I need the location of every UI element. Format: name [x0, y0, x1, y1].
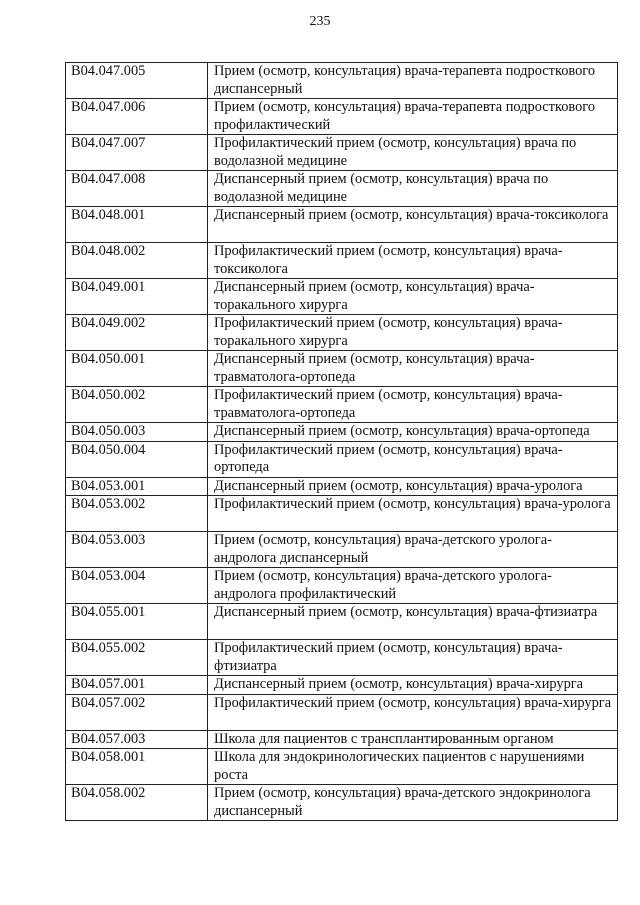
service-name: Профилактический прием (осмотр, консультация) врача-хирурга [208, 694, 618, 730]
page-number: 235 [309, 14, 331, 29]
service-name: Профилактический прием (осмотр, консультация) врача-травматолога-ортопеда [208, 387, 618, 423]
service-name: Диспансерный прием (осмотр, консультация) врача-фтизиатра [208, 604, 618, 640]
table-row [66, 640, 618, 676]
service-name: Прием (осмотр, консультация) врача-терапевта подросткового профилактический [208, 99, 618, 135]
table-row [66, 477, 618, 496]
table-row [66, 135, 618, 171]
service-name: Школа для эндокринологических пациентов с нарушениями роста [208, 749, 618, 785]
table-row [66, 423, 618, 442]
service-name: Диспансерный прием (осмотр, консультация) врача-травматолога-ортопеда [208, 351, 618, 387]
service-code: B04.053.001 [66, 477, 208, 496]
service-code: B04.058.002 [66, 785, 208, 821]
service-name: Профилактический прием (осмотр, консультация) врача-торакального хирурга [208, 315, 618, 351]
service-name: Диспансерный прием (осмотр, консультация) врача по водолазной медицине [208, 171, 618, 207]
service-code: B04.047.007 [66, 135, 208, 171]
table-row [66, 387, 618, 423]
service-code: B04.048.001 [66, 207, 208, 243]
service-code: B04.053.003 [66, 532, 208, 568]
service-name: Профилактический прием (осмотр, консультация) врача-ортопеда [208, 441, 618, 477]
service-name: Прием (осмотр, консультация) врача-терапевта подросткового диспансерный [208, 63, 618, 99]
service-code: B04.055.002 [66, 640, 208, 676]
table-row [66, 279, 618, 315]
service-code: B04.053.004 [66, 568, 208, 604]
service-code: B04.050.002 [66, 387, 208, 423]
table-row [66, 496, 618, 532]
service-name: Прием (осмотр, консультация) врача-детского уролога-андролога профилактический [208, 568, 618, 604]
service-name: Прием (осмотр, консультация) врача-детского уролога-андролога диспансерный [208, 532, 618, 568]
service-code: B04.053.002 [66, 496, 208, 532]
service-name: Профилактический прием (осмотр, консультация) врача по водолазной медицине [208, 135, 618, 171]
service-name: Диспансерный прием (осмотр, консультация) врача-хирурга [208, 676, 618, 695]
table-row [66, 730, 618, 749]
table-row [66, 568, 618, 604]
table-row [66, 749, 618, 785]
table-row [66, 99, 618, 135]
service-code: B04.057.002 [66, 694, 208, 730]
service-name: Диспансерный прием (осмотр, консультация) врача-токсиколога [208, 207, 618, 243]
service-name: Диспансерный прием (осмотр, консультация) врача-торакального хирурга [208, 279, 618, 315]
table-row [66, 676, 618, 695]
service-name: Профилактический прием (осмотр, консультация) врача-уролога [208, 496, 618, 532]
service-code: B04.047.005 [66, 63, 208, 99]
service-code: B04.057.003 [66, 730, 208, 749]
table-row [66, 351, 618, 387]
service-code: B04.058.001 [66, 749, 208, 785]
table-row [66, 441, 618, 477]
service-code: B04.057.001 [66, 676, 208, 695]
services-table-body [66, 63, 618, 821]
service-code: B04.047.008 [66, 171, 208, 207]
table-row [66, 532, 618, 568]
service-name: Диспансерный прием (осмотр, консультация) врача-ортопеда [208, 423, 618, 442]
table-row [66, 243, 618, 279]
table-row [66, 207, 618, 243]
service-code: B04.050.001 [66, 351, 208, 387]
service-code: B04.050.004 [66, 441, 208, 477]
table-row [66, 315, 618, 351]
service-name: Профилактический прием (осмотр, консультация) врача-токсиколога [208, 243, 618, 279]
service-code: B04.049.002 [66, 315, 208, 351]
service-code: B04.047.006 [66, 99, 208, 135]
service-code: B04.049.001 [66, 279, 208, 315]
service-name: Прием (осмотр, консультация) врача-детского эндокринолога диспансерный [208, 785, 618, 821]
service-name: Школа для пациентов с трансплантированным органом [208, 730, 618, 749]
services-table [65, 62, 618, 821]
service-name: Диспансерный прием (осмотр, консультация) врача-уролога [208, 477, 618, 496]
service-code: B04.055.001 [66, 604, 208, 640]
service-name: Профилактический прием (осмотр, консультация) врача-фтизиатра [208, 640, 618, 676]
table-row [66, 694, 618, 730]
table-row [66, 785, 618, 821]
table-row [66, 171, 618, 207]
table-row [66, 604, 618, 640]
service-code: B04.048.002 [66, 243, 208, 279]
service-code: B04.050.003 [66, 423, 208, 442]
table-row [66, 63, 618, 99]
